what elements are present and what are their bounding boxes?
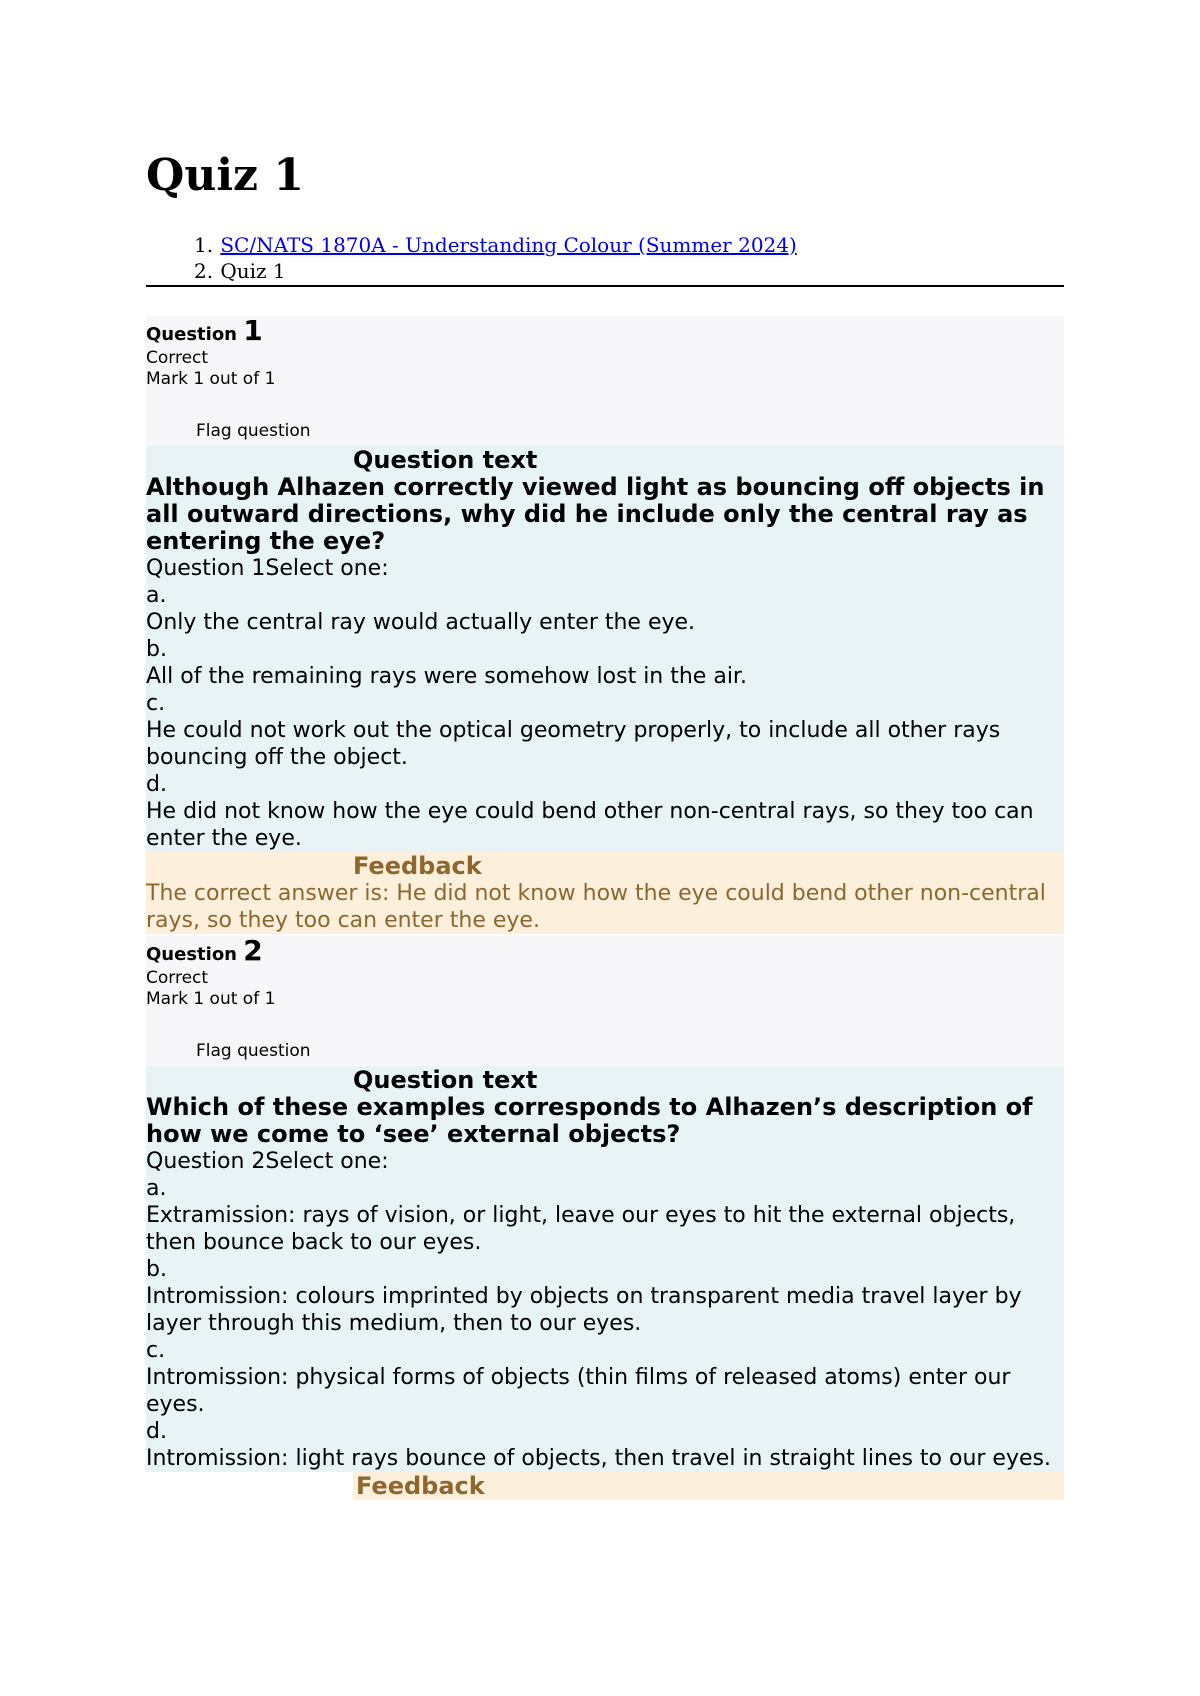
answer-option-d[interactable]: He did not know how the eye could bend other non-central rays, so they too can enter the eye.	[146, 799, 1034, 851]
question-number: 2	[243, 934, 263, 967]
page-title: Quiz 1	[146, 150, 304, 201]
question-grade: Mark 1 out of 1	[146, 369, 276, 389]
answer-option-a-letter[interactable]: a.	[146, 1176, 167, 1201]
question-text: Although Alhazen correctly viewed light as bouncing off objects in all outward directions, why did he include only the central ray as entering the eye?	[146, 473, 1045, 555]
breadcrumb-current: Quiz 1	[220, 259, 286, 283]
answer-option-d[interactable]: Intromission: light rays bounce of objects, then travel in straight lines to our eyes.	[146, 1446, 1051, 1471]
answer-option-c[interactable]: He could not work out the optical geometry properly, to include all other rays bouncing off the object.	[146, 718, 1001, 770]
question-number: 1	[243, 314, 263, 347]
breadcrumb-number: 1.	[194, 233, 214, 257]
question-info	[146, 936, 1064, 1066]
feedback-panel	[353, 1472, 1064, 1500]
question-text-heading: Question text	[353, 446, 538, 474]
feedback-heading: Feedback	[353, 852, 482, 880]
question-state: Correct	[146, 968, 209, 988]
flag-question-link[interactable]: Flag question	[196, 1041, 311, 1061]
feedback-panel	[146, 852, 1064, 934]
question-state: Correct	[146, 348, 209, 368]
breadcrumb-number: 2.	[194, 259, 214, 283]
breadcrumb-link-course[interactable]: SC/NATS 1870A - Understanding Colour (Summer 2024)	[220, 233, 797, 257]
question-label: Question 1	[146, 314, 263, 347]
question-content	[146, 1066, 1064, 1472]
answer-option-a[interactable]: Only the central ray would actually enter the eye.	[146, 610, 696, 635]
answer-option-b-letter[interactable]: b.	[146, 1257, 167, 1282]
question-1	[146, 316, 1064, 934]
answer-option-d-letter[interactable]: d.	[146, 772, 167, 797]
answer-option-d-letter[interactable]: d.	[146, 1419, 167, 1444]
answer-option-a[interactable]: Extramission: rays of vision, or light, leave our eyes to hit the external objects, then bounce back to our eyes.	[146, 1203, 1016, 1255]
question-info	[146, 316, 1064, 446]
answer-option-c[interactable]: Intromission: physical forms of objects (thin films of released atoms) enter our eyes.	[146, 1365, 1011, 1417]
answer-option-b[interactable]: Intromission: colours imprinted by objects on transparent media travel layer by layer through this medium, then to our eyes.	[146, 1284, 1022, 1336]
feedback-text: The correct answer is: He did not know how the eye could bend other non-central rays, so they too can enter the eye.	[146, 881, 1046, 933]
question-grade: Mark 1 out of 1	[146, 989, 276, 1009]
question-label: Question 2	[146, 934, 263, 967]
answer-option-a-letter[interactable]: a.	[146, 583, 167, 608]
feedback-heading: Feedback	[356, 1472, 485, 1500]
question-2	[146, 936, 1064, 1500]
question-text: Which of these examples corresponds to Alhazen’s description of how we come to ‘see’ external objects?	[146, 1093, 1033, 1148]
select-prompt: Question 2Select one:	[146, 1149, 389, 1174]
question-content	[146, 446, 1064, 852]
answer-option-b-letter[interactable]: b.	[146, 637, 167, 662]
question-text-heading: Question text	[353, 1066, 538, 1094]
answer-option-b[interactable]: All of the remaining rays were somehow lost in the air.	[146, 664, 747, 689]
flag-question-link[interactable]: Flag question	[196, 421, 311, 441]
breadcrumb-divider	[146, 285, 1064, 287]
select-prompt: Question 1Select one:	[146, 556, 389, 581]
breadcrumb	[146, 232, 1064, 284]
breadcrumb-item-course	[146, 232, 1064, 258]
answer-option-c-letter[interactable]: c.	[146, 691, 166, 716]
breadcrumb-item-quiz	[146, 258, 1064, 284]
answer-option-c-letter[interactable]: c.	[146, 1338, 166, 1363]
